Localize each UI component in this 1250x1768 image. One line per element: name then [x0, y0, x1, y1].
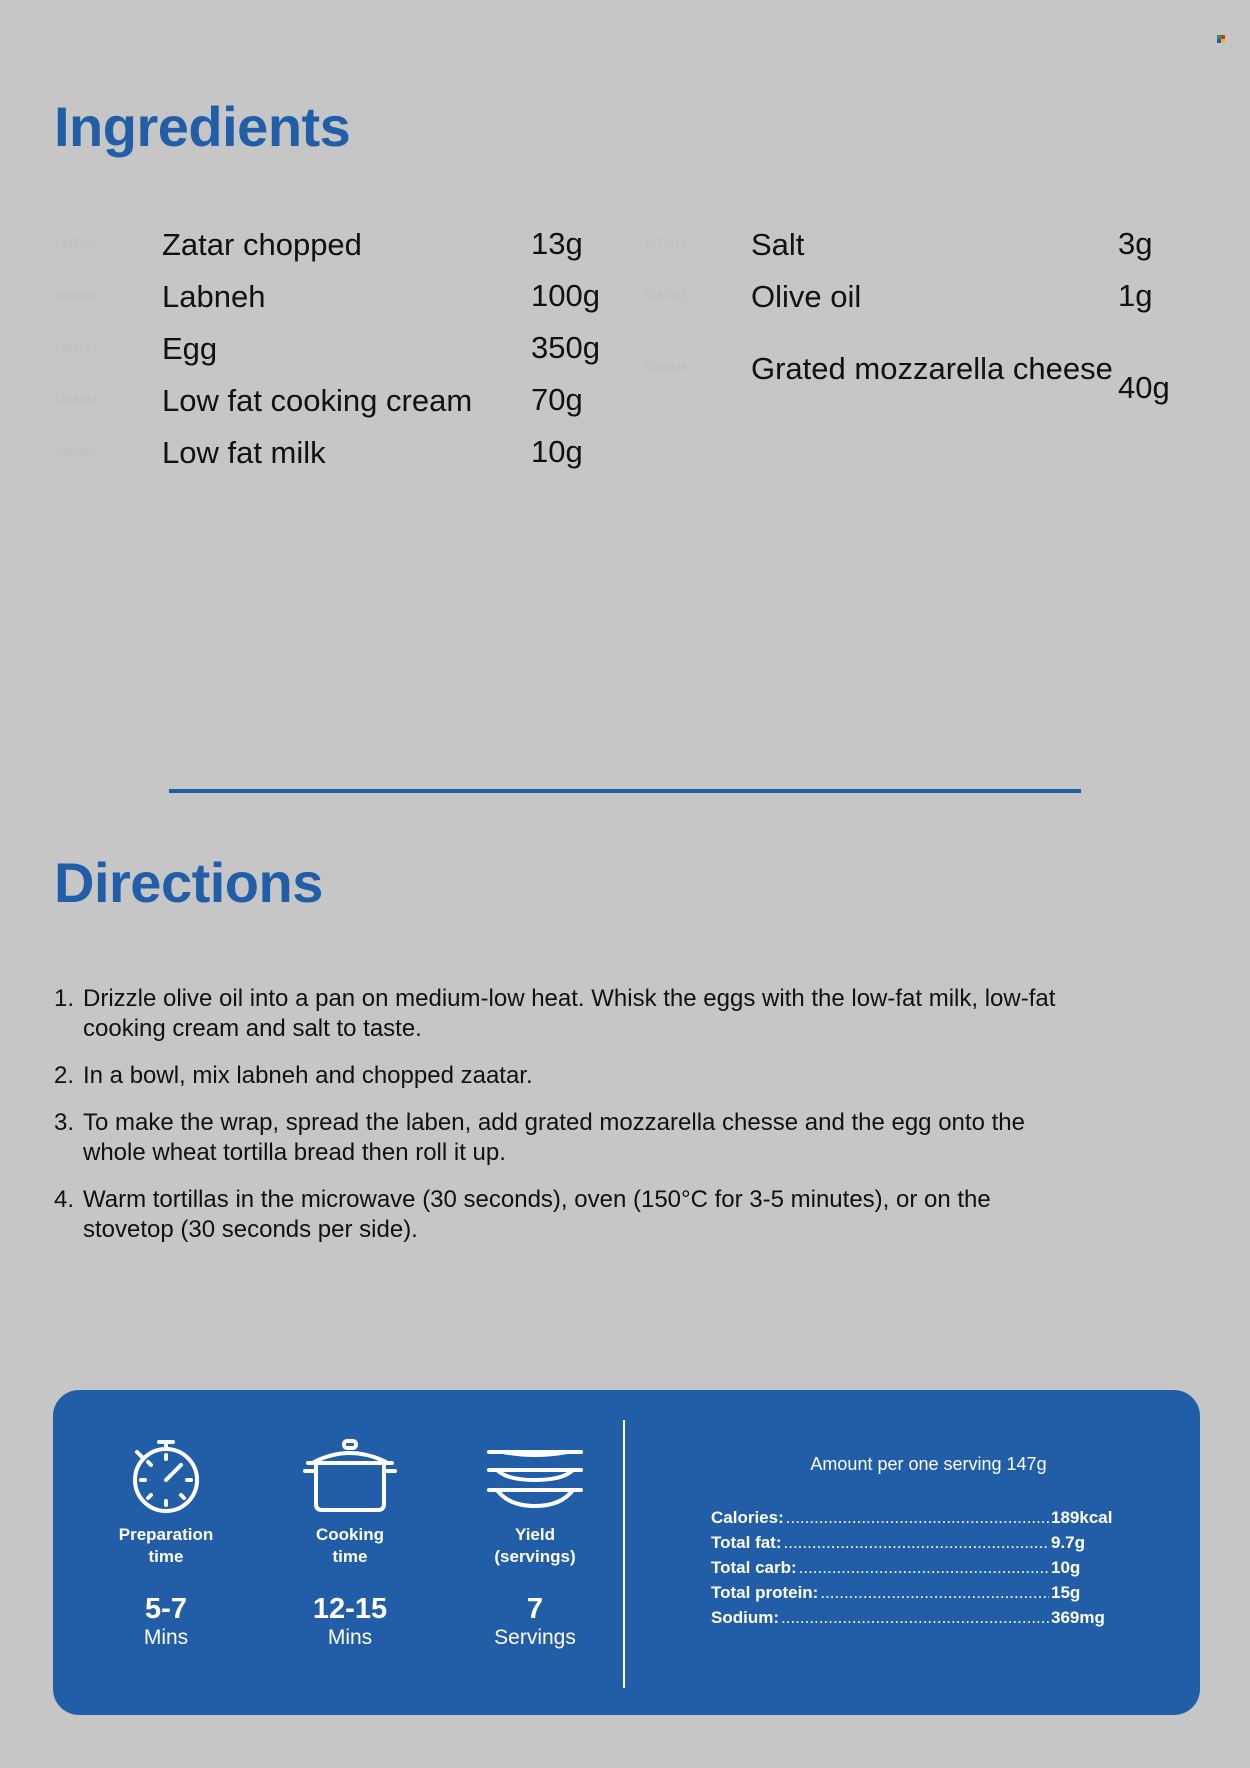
ingredient-name: Low fat milk: [162, 434, 326, 470]
ingredient-code: 1243443: [54, 394, 97, 406]
stopwatch-icon: [129, 1438, 203, 1514]
direction-step: [54, 1108, 1114, 1168]
ingredient-row: [54, 374, 644, 426]
step-text: Warm tortillas in the microwave (30 seconds), oven (150°C for 3-5 minutes), or on the stovetop (30 seconds per side).: [83, 1186, 991, 1243]
nutrition-row: [711, 1605, 1121, 1630]
ingredient-code: 1586163: [54, 342, 97, 354]
nutrition-panel: [711, 1454, 1121, 1630]
nutrition-value: 10g: [1051, 1558, 1081, 1577]
cooking-pot-icon: [302, 1438, 398, 1514]
prep-time-unit: Mins: [143, 1626, 189, 1649]
ingredient-code: 1447241: [644, 290, 687, 302]
ingredient-name: Low fat cooking cream: [162, 382, 473, 418]
section-divider: [169, 789, 1081, 793]
direction-step: [54, 1185, 1114, 1245]
ingredient-name: Egg: [162, 330, 218, 366]
ingredient-name: Zatar chopped: [162, 226, 362, 262]
ingredient-row: [54, 218, 644, 270]
ingredient-qty: 13g: [531, 226, 583, 261]
ingredient-row: [644, 270, 1204, 322]
nutrition-label: Total carb:: [711, 1558, 797, 1577]
nutrition-value: 189kcal: [1051, 1508, 1113, 1527]
direction-step: [54, 984, 1114, 1044]
ingredient-qty: 40g: [1118, 370, 1170, 405]
yield-unit: Servings: [494, 1626, 576, 1649]
ingredient-code: 1425336: [644, 362, 687, 374]
dot-leader: [799, 1555, 1049, 1580]
nutrition-row: [711, 1555, 1121, 1580]
step-number: 1.: [54, 985, 75, 1012]
color-marker-icon: [1217, 35, 1225, 43]
nutrition-row: [711, 1580, 1121, 1605]
ingredient-code: 1062660: [54, 446, 97, 458]
dot-leader: [781, 1605, 1049, 1630]
ingredient-qty: 70g: [531, 382, 583, 417]
ingredient-name: Salt: [751, 226, 805, 262]
card-divider: [623, 1420, 625, 1688]
nutrition-row: [711, 1530, 1121, 1555]
step-number: 2.: [54, 1062, 75, 1089]
ingredient-name: Grated mozzarella cheese: [751, 350, 1113, 386]
directions-heading: Directions: [54, 851, 323, 914]
ingredients-heading: Ingredients: [54, 95, 351, 158]
step-number: 3.: [54, 1109, 75, 1136]
recipe-info-card: [53, 1390, 1200, 1715]
ingredient-code: 1606466: [54, 290, 97, 302]
prep-time-label: Preparation time: [118, 1525, 214, 1566]
ingredient-qty: 3g: [1118, 226, 1153, 261]
nutrition-label: Total fat:: [711, 1533, 782, 1552]
ingredient-row: [644, 218, 1204, 270]
ingredient-name: Labneh: [162, 278, 266, 314]
ingredient-row: [54, 426, 644, 478]
nutrition-label: Total protein:: [711, 1583, 819, 1602]
nutrition-value: 9.7g: [1051, 1533, 1086, 1552]
nutrition-label: Sodium:: [711, 1608, 779, 1627]
ingredient-row: [644, 322, 1204, 414]
cooking-time-label: Cooking time: [316, 1525, 384, 1566]
step-text: In a bowl, mix labneh and chopped zaatar.: [83, 1062, 533, 1089]
nutrition-title: Amount per one serving 147g: [810, 1454, 1047, 1474]
dot-leader: [786, 1505, 1049, 1530]
dot-leader: [820, 1580, 1049, 1605]
ingredient-qty: 10g: [531, 434, 583, 469]
step-text: To make the wrap, spread the laben, add grated mozzarella chesse and the egg onto the whole wheat tortilla bread then roll it up.: [83, 1109, 1025, 1166]
nutrition-label: Calories:: [711, 1508, 784, 1527]
prep-time-stat: [91, 1438, 241, 1651]
ingredients-list-right: [644, 218, 1204, 414]
direction-step: [54, 1061, 1114, 1091]
ingredient-qty: 1g: [1118, 278, 1153, 313]
ingredient-row: [54, 322, 644, 374]
ingredient-code: 1577414: [644, 238, 687, 250]
dot-leader: [784, 1530, 1049, 1555]
prep-time-value: 5-7: [145, 1593, 187, 1625]
cooking-time-stat: [275, 1438, 425, 1651]
ingredient-qty: 100g: [531, 278, 600, 313]
yield-label: Yield (servings): [494, 1525, 576, 1566]
cooking-time-value: 12-15: [312, 1593, 388, 1625]
nutrition-value: 15g: [1051, 1583, 1081, 1602]
nutrition-row: [711, 1505, 1121, 1530]
ingredient-qty: 350g: [531, 330, 600, 365]
step-number: 4.: [54, 1186, 75, 1213]
step-text: Drizzle olive oil into a pan on medium-low heat. Whisk the eggs with the low-fat milk, low-fat cooking cream and salt to taste.: [83, 985, 1056, 1042]
plates-stack-icon: [487, 1438, 583, 1514]
directions-list: [54, 984, 1114, 1262]
yield-stat: [460, 1438, 610, 1651]
ingredient-name: Olive oil: [751, 278, 862, 314]
ingredients-list-left: [54, 218, 644, 478]
nutrition-value: 369mg: [1051, 1608, 1105, 1627]
yield-value: 7: [526, 1593, 544, 1625]
cooking-time-unit: Mins: [327, 1626, 373, 1649]
ingredient-code: 1437150: [54, 238, 97, 250]
ingredient-row: [54, 270, 644, 322]
